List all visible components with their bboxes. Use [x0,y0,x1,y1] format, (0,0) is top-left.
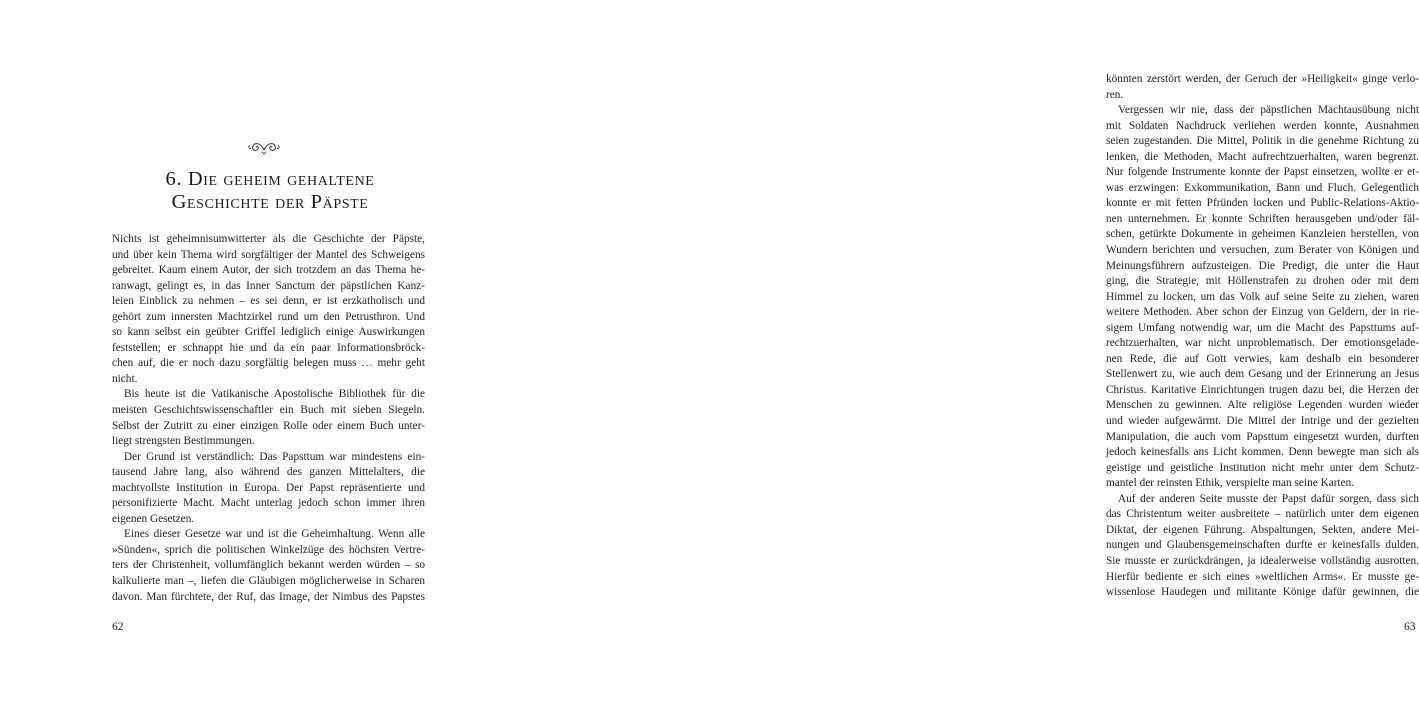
text-line: Diktat, der eigenen Führung. Abspaltungen, Sekten, andere Mei- [1106,523,1419,536]
text-line: was erzwingen: Exkommunikation, Bann und Fluch. Gelegentlich [1106,181,1419,194]
text-line: rechtzuerhalten, war nicht unproblematisch. Der emotionsgelade- [1106,337,1419,350]
text-line: geistige und geistliche Institution nicht mehr unter dem Schutz- [1106,461,1419,474]
text-line: eigenen Gesetzen. [112,512,195,525]
text-line: Sie musste er zurückdrängen, ja idealerweise vollständig ausrotten. [1106,554,1419,567]
text-line: Wundern berichten und versuchen, zum Berater von Königen und [1106,244,1419,257]
text-line: Auf der anderen Seite musste der Papst dafür sorgen, dass sich [1118,492,1419,505]
text-line: personifizierte Macht. Macht unterlag jedoch schon immer ihren [112,497,425,510]
text-line: konnte er mit fetten Pfründen locken und Public-Relations-Aktio- [1106,197,1419,210]
text-line: wissenlose Haudegen und militante Könige dafür gewinnen, die [1106,586,1419,599]
text-line: Christus. Karitative Einrichtungen trugen dazu bei, die Herzen der [1106,383,1419,396]
text-line: weitere Methoden. Aber schon der Einzug von Geldern, der in rie- [1106,306,1419,319]
text-line: Stellenwert zu, wie auch dem Gesang und der Erinnerung an Jesus [1106,368,1419,381]
text-line: und wieder aufgewärmt. Die Mittel der Intrige und der gezielten [1106,415,1419,428]
chapter-title [112,168,428,214]
text-line: nen Rede, die auf Gott verwies, kam deshalb ein besonderer [1106,352,1419,365]
text-line: machtvollste Institution in Europa. Der Papst repräsentierte und [112,481,425,494]
text-line: ters der Christenheit, vollumfänglich bekannt werden würden – so [112,559,425,572]
text-line: könnten zerstört werden, der Geruch der »Heiligkeit« ginge verlo- [1106,73,1419,85]
text-line: Der Grund ist verständlich: Das Papsttum war mindestens ein- [124,450,425,463]
text-line: seien zugestanden. Die Mittel, Politik in die genehme Richtung zu [1106,135,1419,148]
text-line: Eines dieser Gesetze war und ist die Geheimhaltung. Wenn alle [124,528,425,541]
text-line: davon. Man fürchtete, der Ruf, das Image, der Nimbus des Papstes [112,590,425,603]
text-line: das Christentum weiter ausbreitete – natürlich unter dem eigenen [1106,508,1419,521]
text-line: tausend Jahre lang, also während des ganzen Mittelalters, die [112,466,425,479]
swash-ornament-icon [247,138,281,156]
text-line: nungen und Glaubensgemeinschaften durfte er keinesfalls dulden. [1106,539,1419,552]
text-line: Menschen zu gewinnen. Alte religiöse Legenden wurden wieder [1106,399,1419,412]
text-line: sigem Umfang notwendig war, um die Macht des Papsttums auf- [1106,321,1419,334]
left-body-text [112,232,425,605]
text-line: Bis heute ist die Vatikanische Apostolische Bibliothek für die [124,388,425,401]
text-line: Meinungsführern aufzusteigen. Die Predigt, die unter die Haut [1106,259,1419,272]
text-line: nen unternehmen. Er konnte Schriften herausgeben und/oder fäl- [1106,212,1419,225]
text-line: leien Einblick zu nehmen – es sei denn, er ist erzkatholisch und [112,295,425,308]
text-line: und über kein Thema wird sorgfältiger der Mantel des Schweigens [112,248,425,261]
text-line: Manipulation, die auch vom Papsttum eingesetzt wurden, durften [1106,430,1419,443]
text-line: so kann selbst ein geübter Griffel lediglich einige Auswirkungen [112,326,425,339]
text-line: meisten Geschichtswissenschaftler ein Buch mit sieben Siegeln. [112,404,425,417]
text-line: schen, getürkte Dokumente in geheimen Kanzleien herstellen, von [1106,228,1419,241]
text-line: lenken, die Methoden, Macht aufrechtzuerhalten, waren begrenzt. [1106,150,1419,163]
text-line: ging, die Strategie, mit Höllenstrafen zu drohen oder mit dem [1106,275,1419,288]
text-line: gehört zum innersten Machtzirkel rund um den Petrusthron. Und [112,310,425,323]
text-line: ren. [1106,88,1124,101]
page-number: 63 [1404,621,1416,633]
text-line: Himmel zu locken, um das Volk auf seine Seite zu ziehen, waren [1106,290,1419,303]
text-line: Nur folgende Instrumente konnte der Papst einsetzen, wollte er et- [1106,166,1419,179]
right-body-text [1106,72,1419,601]
text-line: liegt strengsten Bestimmungen. [112,435,255,448]
text-line: kalkulierte man –, liefen die Gläubigen möglicherweise in Scharen [112,575,425,588]
text-line: jedoch keinesfalls ans Licht kommen. Denn bewegte man sich als [1106,446,1419,459]
text-line: feststellen; er schnappt hie und da ein paar Informationsbröck- [112,341,425,354]
right-page [510,0,1419,721]
text-line: Hierfür bediente er sich eines »weltlichen Arms«. Er musste ge- [1106,570,1419,583]
text-line: mit Soldaten Nachdruck verliehen werden konnte, Ausnahmen [1106,119,1419,132]
text-line: chen auf, die er noch dazu sorgfältig belegen muss … mehr geht [112,357,425,370]
text-line: Nichts ist geheimnisumwitterter als die Geschichte der Päpste, [112,233,425,245]
text-line: »Sünden«, sprich die politischen Winkelzüge des höchsten Vertre- [112,543,425,556]
text-line: nicht. [112,372,138,385]
page-number: 62 [112,621,124,633]
text-line: gebreitet. Kaum einem Autor, der sich trotzdem an das Thema he- [112,264,425,277]
chapter-title-line: 6. Die geheim gehaltene [165,168,375,190]
left-page [0,0,510,721]
text-line: mantel der reinsten Ethik, verspielte man seine Karten. [1106,477,1355,490]
text-line: ranwagt, gelingt es, in das Inner Sanctum der päpstlichen Kanz- [112,279,425,292]
chapter-title-line: Geschichte der Päpste [171,191,369,213]
text-line: Selbst der Zutritt zu einer einzigen Rolle oder einem Buch unter- [112,419,425,432]
text-line: Vergessen wir nie, dass der päpstlichen Machtausübung nicht [1118,104,1419,117]
